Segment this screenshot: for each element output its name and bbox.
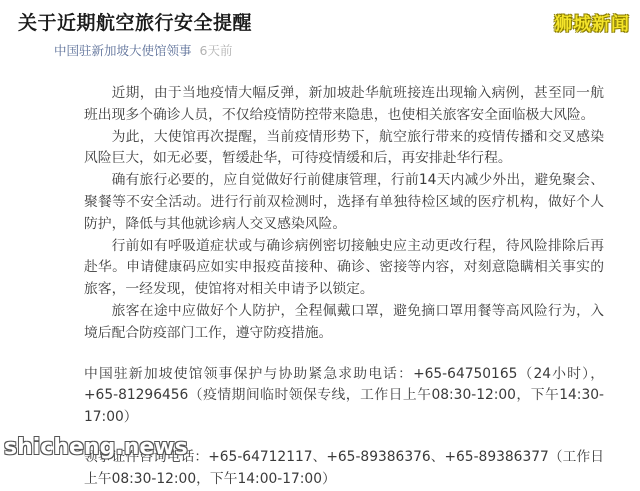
consular-paragraph: 领事证件咨询电话：+65-64712117、+65-89386376、+65-89386377（工作日上午08:30-12:00，下午14:00-17:00） [84,448,604,487]
paragraph: 近期，由于当地疫情大幅反弹，新加坡赴华航班接连出现输入病例，甚至同一航班出现多个确诊人员，不仅给疫情防控带来隐患，也使相关旅客安全面临极大风险。 [84,85,604,123]
paragraph: 确有旅行必要的，应自觉做好行前健康管理，行前14天内减少外出，避免聚会、聚餐等不安全活动。进行行前双检测时，选择有单独待检区域的医疗机构，做好个人防护，降低与其他就诊病人交叉感染风险。 [84,172,604,232]
spacer [84,345,604,364]
article-header [0,0,640,64]
publish-time: 6天前 [199,43,233,58]
watermark-logo-bottom: shicheng.news [4,435,188,460]
article-title: 关于近期航空旅行安全提醒 [18,12,253,34]
hotline-paragraph: 中国驻新加坡使馆领事保护与协助紧急求助电话：+65-64750165（24小时），+65-81296456（疫情期间临时领保专线，工作日上午08:30-12:00，下午14:30-17:00） [84,365,604,426]
paragraph: 旅客在途中应做好个人防护，全程佩戴口罩，避免摘口罩用餐等高风险行为，入境后配合防疫部门工作，遵守防疫措施。 [84,302,604,341]
account-name-link[interactable]: 中国驻新加坡大使馆领事 [54,43,192,58]
paragraph: 为此，大使馆再次提醒，当前疫情形势下，航空旅行带来的疫情传播和交叉感染风险巨大，如无必要，暂缓赴华，可待疫情缓和后，再安排赴华行程。 [84,128,604,167]
article-meta [54,41,232,59]
paragraph: 行前如有呼吸道症状或与确诊病例密切接触史应主动更改行程，待风险排除后再赴华。申请健康码应如实申报疫苗接种、确诊、密接等内容，对刻意隐瞒相关事实的旅客，一经发现，使馆将对相关申请予以锁定。 [84,237,604,298]
article-body [84,83,604,491]
watermark-logo-top: 狮城新闻 [554,14,630,35]
